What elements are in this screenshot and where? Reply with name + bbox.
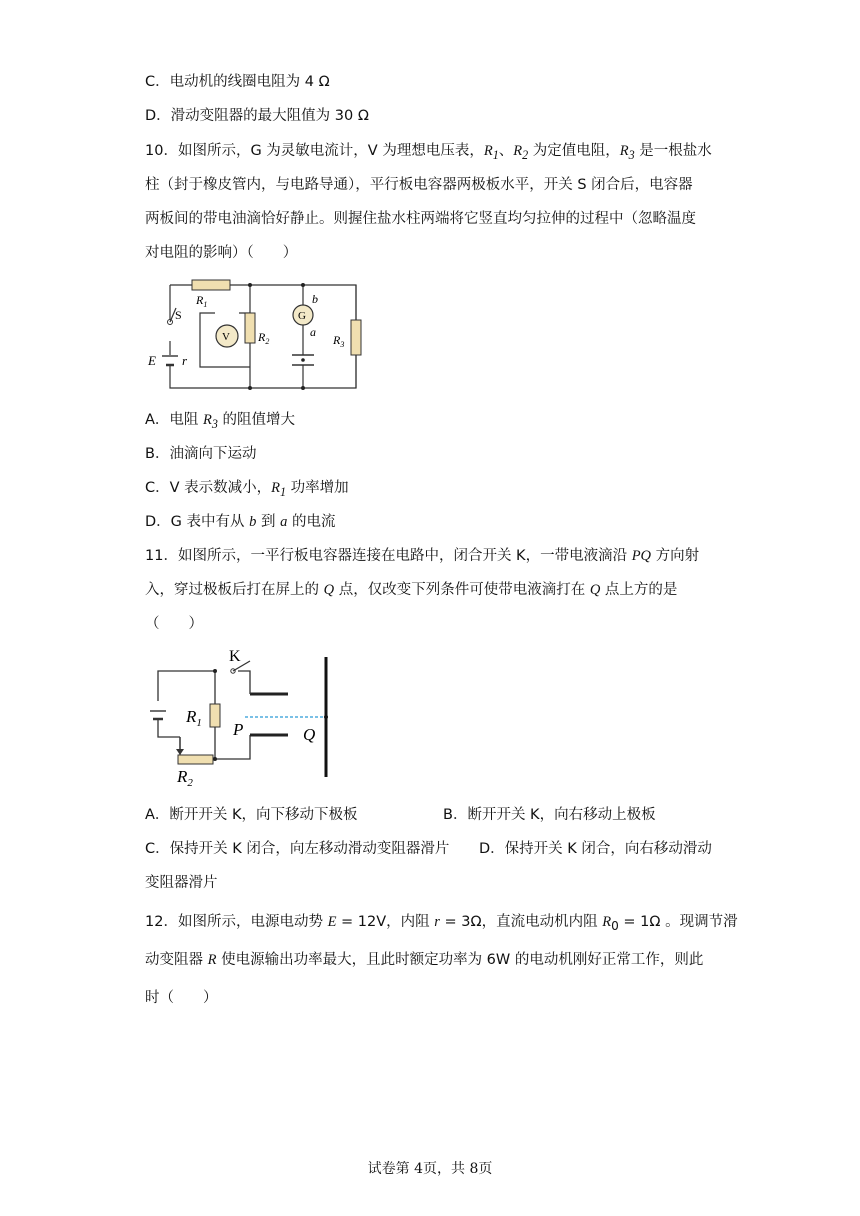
q10-stem-line1: 10．如图所示，G 为灵敏电流计，V 为理想电压表，$R_1$、$R_2$ 为定值电阻，$R_3$ 是一根盐水	[145, 143, 712, 162]
q11-stem-line1: 11．如图所示，一平行板电容器连接在电路中，闭合开关 K，一带电液滴沿 PQ 方向射	[145, 548, 700, 564]
label-r2: $R_2$	[177, 767, 193, 789]
q9-option-c: C．电动机的线圈电阻为 4 Ω	[145, 74, 330, 90]
q10-circuit-diagram	[140, 275, 370, 395]
label-q: Q	[303, 725, 316, 744]
label-k: K	[229, 648, 241, 665]
q11-option-b: B．断开开关 K，向右移动上极板	[443, 807, 656, 823]
label-r-internal: r	[182, 353, 188, 368]
q12-stem-line1: 12．如图所示，电源电动势 E = 12V，内阻 r = 3Ω，直流电动机内阻 $R_0 = 1\Omega$ 。现调节滑	[145, 914, 738, 933]
voltmeter-v-label: V	[222, 331, 230, 343]
page-footer: 试卷第 4页，共 8页	[367, 1161, 493, 1177]
q10-stem-line3: 两板间的带电油滴恰好静止。则握住盐水柱两端将它竖直均匀拉伸的过程中（忽略温度	[145, 211, 696, 227]
label-r1: $R_1$	[186, 707, 202, 729]
q10-stem-line2: 柱（封于橡皮管内，与电路导通），平行板电容器两极板水平，开关 S 闭合后，电容器	[145, 177, 693, 193]
q11-stem-line2: 入，穿过极板后打在屏上的 Q 点，仅改变下列条件可使带电液滴打在 Q 点上方的是	[145, 582, 678, 598]
q9-option-d: D．滑动变阻器的最大阻值为 30 Ω	[145, 108, 369, 124]
label-r2: $R_2$	[258, 330, 270, 346]
label-a: a	[310, 325, 316, 339]
q11-option-d-continued: 变阻器滑片	[145, 875, 218, 891]
galvanometer-g-label: G	[298, 310, 306, 322]
q12-stem-line3: 时（ ）	[145, 990, 218, 1006]
q10-stem-line4: 对电阻的影响）（ ）	[145, 245, 298, 261]
q11-option-c: C．保持开关 K 闭合，向左移动滑动变阻器滑片	[145, 841, 450, 857]
q10-option-d: D．G 表中有从 b 到 a 的电流	[145, 514, 336, 530]
q10-option-c: C．V 表示数减小，$R_1$ 功率增加	[145, 480, 349, 499]
q11-option-d: D．保持开关 K 闭合，向右移动滑动	[479, 841, 712, 857]
label-r3: $R_3$	[333, 333, 345, 349]
q11-circuit-diagram	[140, 645, 340, 789]
label-p: P	[233, 720, 244, 739]
label-e: E	[148, 353, 156, 368]
q11-stem-line3: （ ）	[145, 616, 203, 632]
q10-option-a: A．电阻 $R_3$ 的阻值增大	[145, 412, 296, 431]
label-switch-s: S	[175, 308, 182, 322]
q12-stem-line2: 动变阻器 R 使电源输出功率最大，且此时额定功率为 6W 的电动机刚好正常工作，则此	[145, 952, 704, 968]
label-b: b	[312, 292, 318, 306]
q10-option-b: B．油滴向下运动	[145, 446, 257, 462]
label-r1: $R_1$	[196, 293, 208, 309]
q11-option-a: A．断开开关 K，向下移动下极板	[145, 807, 358, 823]
